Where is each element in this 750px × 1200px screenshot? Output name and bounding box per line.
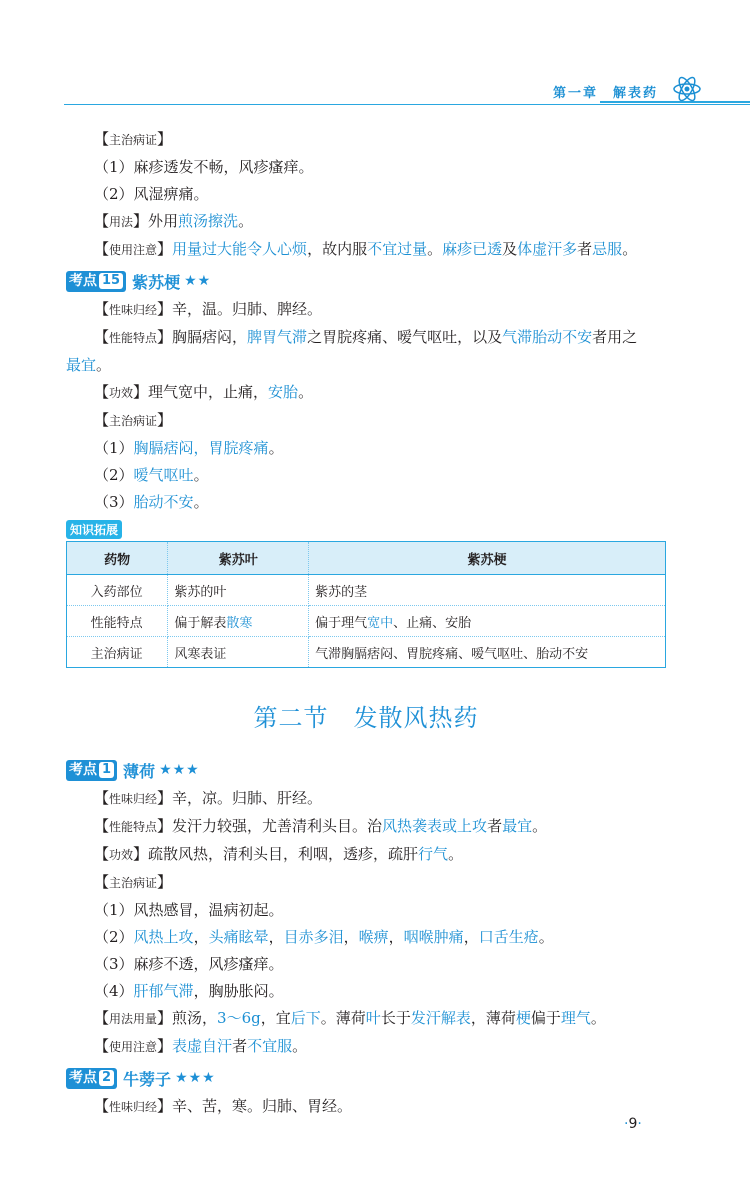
highlight-text: 目赤多泪 xyxy=(283,928,344,946)
highlight-text: 嗳气呕吐 xyxy=(133,466,194,484)
body-text: 】疏散风热，清利头目，利咽，透疹，疏肝 xyxy=(133,845,419,863)
highlight-text: 后下 xyxy=(290,1009,321,1027)
star-rating: ★★ xyxy=(184,273,212,289)
body-text: 【 xyxy=(94,1037,110,1055)
body-text: 。 xyxy=(193,493,209,511)
text-line xyxy=(66,208,666,236)
table-row xyxy=(67,575,666,606)
table-cell: 主治病证 xyxy=(67,637,168,668)
text-line xyxy=(66,1093,666,1121)
body-text: （2）风湿痹痛。 xyxy=(94,185,209,203)
text-line xyxy=(66,813,666,841)
body-text: （2） xyxy=(94,928,134,946)
field-label: 性味归经 xyxy=(109,1100,158,1114)
body-text: （2） xyxy=(94,466,134,484)
table-header-cell: 药物 xyxy=(67,542,168,575)
star-rating: ★★★ xyxy=(175,1070,216,1086)
field-label: 主治病证 xyxy=(109,414,158,428)
field-label: 功效 xyxy=(109,848,134,862)
body-text: ， xyxy=(463,928,479,946)
text-line xyxy=(66,126,666,154)
kaodian-badge xyxy=(66,760,117,781)
body-text: （1） xyxy=(94,439,134,457)
highlight-text: 行气 xyxy=(418,845,449,863)
body-text: ， xyxy=(268,928,284,946)
table-cell: 紫苏的茎 xyxy=(309,575,666,606)
kaodian-prefix: 考点 xyxy=(69,761,97,778)
body-text: 者 xyxy=(577,240,593,258)
body-text: 【 xyxy=(94,383,110,401)
table-row xyxy=(67,606,666,637)
text-line xyxy=(66,924,666,951)
knowledge-badge: 知识拓展 xyxy=(66,520,122,539)
kaodian-heading xyxy=(66,755,666,785)
kaodian-number: 15 xyxy=(99,273,123,289)
chapter-title: 第一章 解表药 xyxy=(552,86,658,101)
table-cell xyxy=(168,606,309,637)
highlight-text: 梗 xyxy=(515,1009,531,1027)
body-text: 【 xyxy=(94,328,110,346)
kaodian-heading xyxy=(66,1063,666,1093)
kaodian-title: 薄荷 xyxy=(123,761,156,781)
table-cell: 风寒表证 xyxy=(168,637,309,668)
text-line xyxy=(66,379,666,407)
body-text: 者用之 xyxy=(592,328,638,346)
body-text: ，胸胁胀闷。 xyxy=(193,982,284,1000)
body-text: 】 xyxy=(157,411,173,429)
text-line xyxy=(66,435,666,462)
body-text: （4） xyxy=(94,982,134,1000)
body-text: 。 xyxy=(193,466,209,484)
body-text: 。 xyxy=(427,240,443,258)
body-text: 】 xyxy=(157,240,173,258)
body-text: （3）麻疹不透，风疹瘙痒。 xyxy=(94,955,284,973)
body-text: ， xyxy=(343,928,359,946)
highlight-text: 喉痹 xyxy=(358,928,389,946)
body-text: ， xyxy=(193,928,209,946)
kaodian-badge xyxy=(66,271,126,292)
kaodian-title: 牛蒡子 xyxy=(123,1069,172,1089)
body-text: 】煎汤， xyxy=(157,1009,218,1027)
table-cell: 气滞胸膈痞闷、胃脘疼痛、嗳气呕吐、胎动不安 xyxy=(309,637,666,668)
body-text: 】辛、苦，寒。归肺、胃经。 xyxy=(157,1097,353,1115)
body-text: ，宜 xyxy=(260,1009,291,1027)
body-text: 。 xyxy=(268,439,284,457)
page-content xyxy=(66,126,666,1121)
text-line xyxy=(66,236,666,264)
body-text: 。 xyxy=(590,1009,606,1027)
body-text: 【 xyxy=(94,240,110,258)
body-text: 、止痛、安胎 xyxy=(393,615,472,631)
kaodian-number: 2 xyxy=(99,1070,114,1086)
text-line xyxy=(66,407,666,435)
table-header-cell: 紫苏梗 xyxy=(309,542,666,575)
field-label: 使用注意 xyxy=(109,1040,158,1054)
highlight-text: 安胎 xyxy=(268,383,299,401)
highlight-text: 煎汤擦洗 xyxy=(178,212,239,230)
kaodian-heading xyxy=(66,266,666,296)
body-text: 。薄荷 xyxy=(320,1009,366,1027)
body-text: 之胃脘疼痛、嗳气呕吐，以及 xyxy=(307,328,503,346)
table-header-row xyxy=(67,542,666,575)
body-text: 。 xyxy=(622,240,638,258)
table-cell: 性能特点 xyxy=(67,606,168,637)
kaodian-badge xyxy=(66,1068,117,1089)
body-text: 。 xyxy=(96,356,112,374)
highlight-text: 气滞胎动不安 xyxy=(502,328,593,346)
highlight-text: 最宜 xyxy=(66,356,97,374)
comparison-table xyxy=(66,541,666,668)
field-label: 性能特点 xyxy=(109,820,158,834)
body-text: 】辛，温。归肺、脾经。 xyxy=(157,300,323,318)
body-text: 】胸膈痞闷， xyxy=(157,328,248,346)
highlight-text: 叶 xyxy=(365,1009,381,1027)
body-text: 】 xyxy=(157,130,173,148)
highlight-text: 风热袭表或上攻 xyxy=(382,817,488,835)
body-text: 【 xyxy=(94,411,110,429)
body-text: 者 xyxy=(232,1037,248,1055)
body-text: 者 xyxy=(487,817,503,835)
body-text: 】 xyxy=(157,873,173,891)
body-text: 【 xyxy=(94,873,110,891)
page-number: ·9· xyxy=(624,1116,642,1132)
table-cell: 入药部位 xyxy=(67,575,168,606)
highlight-text: 咽喉肿痛 xyxy=(403,928,464,946)
body-text: 【 xyxy=(94,789,110,807)
highlight-text: 胎动不安 xyxy=(133,493,194,511)
field-label: 性味归经 xyxy=(109,792,158,806)
body-text: 】发汗力较强，尤善清利头目。治 xyxy=(157,817,383,835)
highlight-text: 口舌生疮 xyxy=(478,928,539,946)
field-label: 用法 xyxy=(109,215,134,229)
text-line xyxy=(66,154,666,181)
field-label: 用法用量 xyxy=(109,1012,158,1026)
highlight-text: 宽中 xyxy=(367,615,394,631)
body-text: ，薄荷 xyxy=(470,1009,516,1027)
body-text: 。 xyxy=(448,845,464,863)
body-text: 。 xyxy=(292,1037,308,1055)
field-label: 主治病证 xyxy=(109,133,158,147)
highlight-text: 胸膈痞闷，胃脘疼痛 xyxy=(133,439,269,457)
highlight-text: 最宜 xyxy=(502,817,533,835)
body-text: 及 xyxy=(502,240,518,258)
table-cell xyxy=(309,606,666,637)
highlight-text: 散寒 xyxy=(226,615,253,631)
body-text: 。 xyxy=(238,212,254,230)
kaodian-prefix: 考点 xyxy=(69,272,97,289)
text-line xyxy=(66,181,666,208)
field-label: 功效 xyxy=(109,386,134,400)
body-text: 【 xyxy=(94,1097,110,1115)
body-text: 【 xyxy=(94,300,110,318)
highlight-text: 表虚自汗 xyxy=(172,1037,233,1055)
body-text: （3） xyxy=(94,493,134,511)
highlight-text: 脾胃气滞 xyxy=(247,328,308,346)
body-text: 】理气宽中，止痛， xyxy=(133,383,269,401)
highlight-text: 肝郁气滞 xyxy=(133,982,194,1000)
highlight-text: 用量过大能令人心烦 xyxy=(172,240,308,258)
atom-icon xyxy=(672,74,702,104)
body-text: 。 xyxy=(532,817,548,835)
body-text: 【 xyxy=(94,845,110,863)
text-line xyxy=(66,1033,666,1061)
kaodian-prefix: 考点 xyxy=(69,1069,97,1086)
highlight-text: 不宜服 xyxy=(247,1037,293,1055)
knowledge-label-row xyxy=(66,516,666,539)
highlight-text: 发汗解表 xyxy=(410,1009,471,1027)
body-text: 【 xyxy=(94,817,110,835)
text-line xyxy=(66,324,666,352)
body-text: 】 xyxy=(157,1037,173,1055)
body-text: 。 xyxy=(298,383,314,401)
highlight-text: 麻疹已透 xyxy=(442,240,503,258)
text-line xyxy=(66,869,666,897)
body-text: 【 xyxy=(94,1009,110,1027)
text-line xyxy=(66,841,666,869)
highlight-text: 3～6g xyxy=(217,1009,261,1027)
body-text: 】辛，凉。归肺、肝经。 xyxy=(157,789,323,807)
body-text: 长于 xyxy=(380,1009,411,1027)
body-text: 偏于 xyxy=(530,1009,561,1027)
body-text: 偏于解表 xyxy=(174,615,227,631)
body-text: （1）风热感冒，温病初起。 xyxy=(94,901,284,919)
field-label: 性能特点 xyxy=(109,331,158,345)
text-line xyxy=(66,296,666,324)
text-line xyxy=(66,1005,666,1033)
text-line xyxy=(66,951,666,978)
text-line xyxy=(66,462,666,489)
highlight-text: 体虚汗多 xyxy=(517,240,578,258)
field-label: 性味归经 xyxy=(109,303,158,317)
text-line xyxy=(66,978,666,1005)
text-line xyxy=(66,785,666,813)
body-text: 【 xyxy=(94,130,110,148)
highlight-text: 不宜过量 xyxy=(367,240,428,258)
table-row xyxy=(67,637,666,668)
body-text: 偏于理气 xyxy=(315,615,368,631)
body-text: （1）麻疹透发不畅，风疹瘙痒。 xyxy=(94,158,314,176)
kaodian-title: 紫苏梗 xyxy=(132,272,181,292)
highlight-text: 理气 xyxy=(560,1009,591,1027)
table-header-cell: 紫苏叶 xyxy=(168,542,309,575)
body-text: 。 xyxy=(538,928,554,946)
section-title: 第二节 发散风热药 xyxy=(253,704,479,732)
text-line xyxy=(66,489,666,516)
field-label: 主治病证 xyxy=(109,876,158,890)
body-text: ， xyxy=(388,928,404,946)
body-text: 】外用 xyxy=(133,212,179,230)
table-cell: 紫苏的叶 xyxy=(168,575,309,606)
highlight-text: 头痛眩晕 xyxy=(208,928,269,946)
body-text: ，故内服 xyxy=(307,240,368,258)
field-label: 使用注意 xyxy=(109,243,158,257)
header-rule xyxy=(64,104,750,105)
body-text: 【 xyxy=(94,212,110,230)
star-rating: ★★★ xyxy=(159,762,200,778)
highlight-text: 忌服 xyxy=(592,240,623,258)
highlight-text: 风热上攻 xyxy=(133,928,194,946)
text-line xyxy=(66,352,666,379)
kaodian-number: 1 xyxy=(99,762,114,778)
text-line xyxy=(66,897,666,924)
